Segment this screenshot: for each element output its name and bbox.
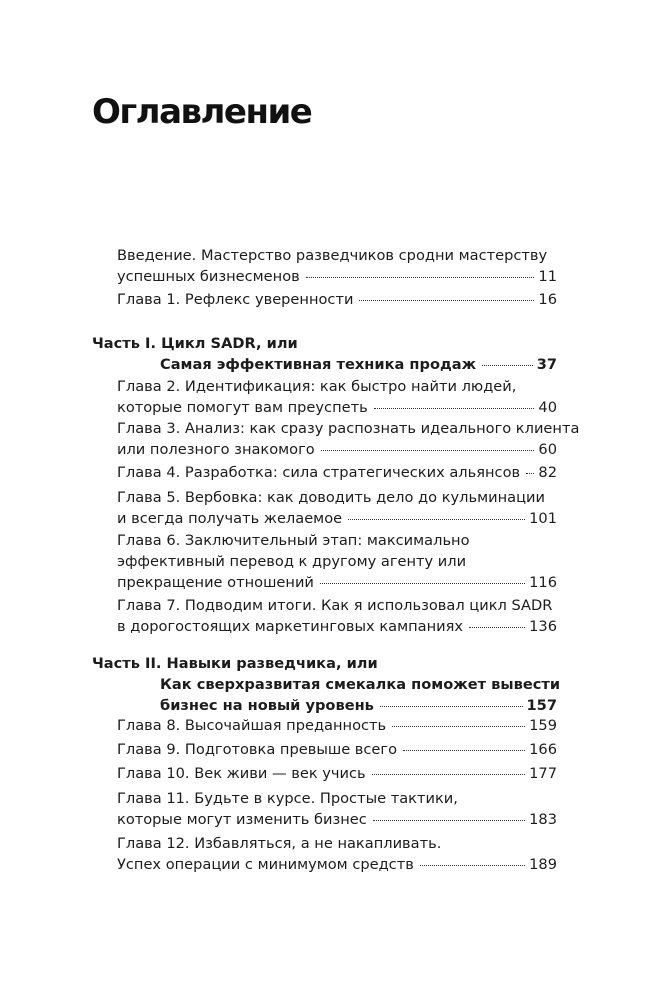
entry-title-line: Глава 7. Подводим итоги. Как я использовал цикл SADR [117,597,553,614]
page-number: 166 [529,741,557,758]
page-number: 159 [529,717,557,734]
entry-title-line: Глава 11. Будьте в курсе. Простые тактики, [117,790,458,807]
entry-title-line: Как сверхразвитая смекалка поможет вывести [160,676,561,693]
entry-title-line: Глава 9. Подготовка превыше всего [117,741,398,758]
entry-title-line: прекращение отношений [117,574,314,591]
entry-title-line: в дорогостоящих маркетинговых кампаниях [117,618,464,635]
dot-leader [403,749,525,751]
dot-leader [306,276,535,278]
dot-leader [373,819,525,821]
entry-title-line: Самая эффективная техника продаж [160,356,477,373]
entry-title-line: Глава 3. Анализ: как сразу распознать идеального клиента [117,420,580,437]
dot-leader [392,725,525,727]
dot-leader [320,582,525,584]
entry-title-line: Часть I. Цикл SADR, или [92,335,298,352]
page-number: 101 [529,510,557,527]
page-number: 40 [538,399,557,416]
page-number: 157 [526,697,557,714]
page-number: 60 [538,441,557,458]
entry-title-line: успешных бизнесменов [117,268,300,285]
page-number: 189 [529,856,557,873]
entry-title-line: Глава 12. Избавляться, а не накапливать. [117,835,442,852]
page-number: 37 [536,356,557,373]
dot-leader [469,626,525,628]
dot-leader [526,472,534,474]
dot-leader [321,449,535,451]
page-number: 11 [538,268,557,285]
entry-title-line: Глава 8. Высочайшая преданность [117,717,387,734]
entry-title-line: Глава 6. Заключительный этап: максимально [117,532,470,549]
dot-leader [380,705,523,707]
entry-title-line: которые могут изменить бизнес [117,811,367,828]
page-number: 183 [529,811,557,828]
entry-title-line: или полезного знакомого [117,441,315,458]
dot-leader [348,518,525,520]
page-number: 82 [538,464,557,481]
entry-title-line: Глава 2. Идентификация: как быстро найти людей, [117,378,517,395]
page-number: 16 [538,291,557,308]
dot-leader [359,299,534,301]
dot-leader [374,407,535,409]
page-number: 116 [529,574,557,591]
entry-title-line: Часть II. Навыки разведчика, или [92,655,378,672]
entry-title-line: Глава 10. Век живи — век учись [117,765,366,782]
page-number: 177 [529,765,557,782]
dot-leader [420,864,525,866]
entry-title-line: и всегда получать желаемое [117,510,343,527]
entry-title-line: Успех операции с минимумом средств [117,856,414,873]
entry-title-line: Глава 4. Разработка: сила стратегических альянсов [117,464,521,481]
entry-title-line: бизнес на новый уровень [160,697,374,714]
dot-leader [372,773,526,775]
page-number: 136 [529,618,557,635]
entry-title-line: эффективный перевод к другому агенту или [117,553,467,570]
entry-title-line: Введение. Мастерство разведчиков сродни мастерству [117,247,548,264]
dot-leader [482,364,533,366]
entry-title-line: Глава 1. Рефлекс уверенности [117,291,354,308]
page-title: Оглавление [92,92,312,132]
entry-title-line: которые помогут вам преуспеть [117,399,368,416]
entry-title-line: Глава 5. Вербовка: как доводить дело до кульминации [117,489,545,506]
